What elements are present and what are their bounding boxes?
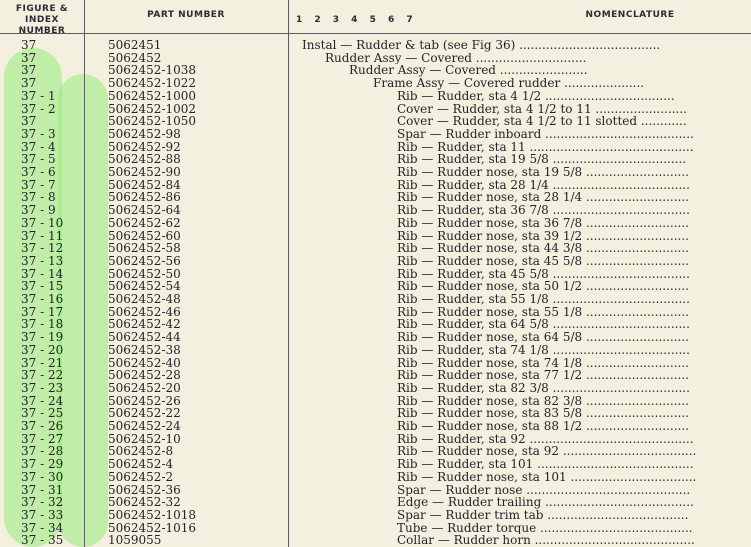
figure-index-cell: 37 - 5 — [21, 152, 56, 167]
figure-index-cell: 37 - 1 — [21, 88, 56, 103]
figure-index-cell: 37 - 9 — [21, 203, 56, 218]
nomenclature-cell: Rib — Rudder, sta 64 5/8 .................................... — [397, 318, 690, 332]
nomenclature-cell: Rib — Rudder nose, sta 39 1/2 ........................... — [397, 229, 689, 243]
figure-index-cell: 37 - 6 — [21, 165, 56, 179]
nomenclature-cell: Rib — Rudder nose, sta 45 5/8 ........................... — [397, 254, 689, 268]
part-number-cell: 5062452-46 — [108, 304, 181, 319]
part-number-cell: 5062452-88 — [108, 152, 181, 167]
figure-index-cell: 37 - 25 — [21, 406, 64, 421]
nomenclature-header: NOMENCLATURE — [585, 10, 675, 20]
figure-index-cell: 37 - 19 — [21, 330, 64, 345]
nomenclature-cell: Rib — Rudder nose, sta 88 1/2 ........................... — [397, 420, 689, 433]
table-row — [0, 204, 751, 217]
nomenclature-cell: Rib — Rudder, sta 74 1/8 .................................... — [397, 343, 690, 357]
nomenclature-cell: Rib — Rudder, sta 11 ........................................... — [397, 140, 694, 154]
nomenclature-cell: Rib — Rudder nose, sta 19 5/8 ........................... — [397, 166, 689, 179]
table-row — [0, 458, 751, 471]
part-number-cell: 5062452-28 — [108, 368, 181, 383]
figure-header-line1: FIGURE & — [15, 4, 69, 14]
figure-index-cell: 37 - 11 — [21, 228, 64, 243]
figure-index-cell: 37 - 22 — [21, 368, 64, 383]
figure-index-cell: 37 - 33 — [21, 507, 64, 522]
nomenclature-cell: Spar — Rudder trim tab ..................................... — [397, 508, 689, 522]
figure-index-cell: 37 - 3 — [21, 126, 56, 141]
nomenclature-cell: Rib — Rudder nose, sta 77 1/2 ........................... — [397, 369, 689, 382]
table-row — [0, 255, 751, 268]
nomenclature-cell: Rib — Rudder, sta 82 3/8 .................................... — [397, 381, 690, 395]
part-number-cell: 5062452-40 — [108, 355, 181, 370]
figure-index-cell: 37 - 14 — [21, 266, 64, 281]
part-number-cell: 5062452-1050 — [108, 114, 197, 129]
nomenclature-cell: Rib — Rudder nose, sta 64 5/8 ........................... — [397, 331, 689, 344]
nomenclature-cell: Rudder Assy — Covered ............................. — [325, 51, 587, 65]
figure-index-cell: 37 - 32 — [21, 495, 64, 510]
figure-index-cell: 37 - 27 — [21, 431, 64, 446]
part-number-cell: 5062452-60 — [108, 228, 181, 243]
part-number-cell: 5062452-42 — [108, 317, 181, 332]
part-number-cell: 5062452-24 — [108, 419, 181, 433]
part-number-cell: 5062452-62 — [108, 215, 181, 230]
figure-index-cell: 37 - 29 — [21, 457, 64, 472]
part-number-cell: 5062452-10 — [108, 431, 181, 446]
figure-index-cell: 37 - 18 — [21, 317, 64, 332]
figure-index-cell: 37 - 28 — [21, 444, 64, 459]
nomenclature-cell: Instal — Rudder & tab (see Fig 36) ..................................... — [302, 39, 661, 52]
part-number-cell: 5062452-2 — [108, 469, 174, 484]
header-divider — [0, 33, 751, 34]
nomenclature-cell: Spar — Rudder nose ........................................... — [397, 483, 691, 497]
figure-index-cell: 37 - 4 — [21, 139, 56, 154]
figure-index-cell: 37 - 35 — [21, 533, 64, 547]
nomenclature-cell: Rib — Rudder, sta 19 5/8 ................................... — [397, 153, 687, 166]
part-number-cell: 5062452-1038 — [108, 63, 197, 78]
part-number-cell: 5062452-50 — [108, 266, 181, 281]
nomenclature-cell: Rib — Rudder, sta 45 5/8 .................................... — [397, 267, 690, 281]
table-row — [0, 471, 751, 484]
nomenclature-cell: Rib — Rudder nose, sta 44 3/8 ........................... — [397, 242, 689, 255]
table-row — [0, 217, 751, 230]
figure-index-cell: 37 - 12 — [21, 241, 64, 256]
table-row — [0, 90, 751, 103]
nomenclature-cell: Rib — Rudder, sta 101 ......................................... — [397, 458, 694, 471]
part-number-cell: 5062452 — [108, 50, 162, 65]
nomenclature-cell: Cover — Rudder, sta 4 1/2 to 11 slotted ............ — [397, 115, 687, 128]
part-number-cell: 5062452-54 — [108, 279, 181, 294]
table-row — [0, 293, 751, 306]
nomenclature-cell: Rib — Rudder nose, sta 83 5/8 ........................... — [397, 407, 689, 420]
part-number-cell: 5062452-44 — [108, 330, 181, 345]
nomenclature-cell: Edge — Rudder trailing ....................................... — [397, 496, 694, 509]
part-number-header: PART NUMBER — [147, 10, 225, 20]
figure-index-cell: 37 — [21, 63, 37, 78]
table-row — [0, 382, 751, 395]
table-row — [0, 77, 751, 90]
part-number-cell: 1059055 — [108, 533, 162, 547]
part-number-cell: 5062452-98 — [108, 126, 181, 141]
nomenclature-cell: Rudder Assy — Covered ....................... — [349, 64, 588, 78]
table-row — [0, 534, 751, 547]
part-number-cell: 5062452-64 — [108, 203, 181, 218]
nomenclature-cell: Rib — Rudder nose, sta 50 1/2 ........................... — [397, 280, 689, 293]
part-number-cell: 5062452-86 — [108, 190, 181, 205]
part-number-cell: 5062452-84 — [108, 177, 181, 192]
table-row — [0, 344, 751, 357]
nomenclature-cell: Frame Assy — Covered rudder ..................... — [373, 77, 645, 90]
part-number-cell: 5062452-32 — [108, 495, 181, 510]
table-row — [0, 420, 751, 433]
figure-index-cell: 37 - 26 — [21, 419, 64, 433]
nomenclature-cell: Rib — Rudder, sta 92 ........................................... — [397, 432, 694, 446]
part-number-cell: 5062452-38 — [108, 342, 181, 357]
figure-index-cell: 37 - 8 — [21, 190, 56, 205]
table-row — [0, 128, 751, 141]
nomenclature-cell: Rib — Rudder, sta 36 7/8 .................................... — [397, 204, 690, 217]
figure-index-cell: 37 - 30 — [21, 469, 64, 484]
nomenclature-cell: Rib — Rudder nose, sta 36 7/8 ........................... — [397, 216, 689, 230]
figure-index-cell: 37 - 7 — [21, 177, 56, 192]
part-number-cell: 5062452-1016 — [108, 520, 197, 535]
table-row — [0, 115, 751, 128]
part-number-cell: 5062452-92 — [108, 139, 181, 154]
table-row — [0, 242, 751, 255]
figure-index-cell: 37 - 15 — [21, 279, 64, 294]
figure-index-cell: 37 - 2 — [21, 101, 56, 116]
indent-levels-header: 1 2 3 4 5 6 7 — [296, 15, 413, 25]
figure-index-cell: 37 - 21 — [21, 355, 64, 370]
table-row — [0, 39, 751, 52]
part-number-cell: 5062452-1018 — [108, 507, 197, 522]
figure-index-cell: 37 - 24 — [21, 393, 64, 408]
part-number-cell: 5062452-90 — [108, 165, 181, 179]
part-number-cell: 5062451 — [108, 38, 162, 52]
part-number-cell: 5062452-48 — [108, 292, 181, 306]
figure-index-cell: 37 — [21, 50, 37, 65]
part-number-cell: 5062452-4 — [108, 457, 174, 472]
part-number-cell: 5062452-26 — [108, 393, 181, 408]
table-row — [0, 369, 751, 382]
part-number-cell: 5062452-20 — [108, 380, 181, 395]
nomenclature-cell: Rib — Rudder nose, sta 101 ................................. — [397, 470, 697, 484]
part-number-cell: 5062452-58 — [108, 241, 181, 256]
table-row — [0, 496, 751, 509]
part-number-cell: 5062452-1022 — [108, 76, 197, 91]
figure-index-cell: 37 - 17 — [21, 304, 64, 319]
nomenclature-cell: Rib — Rudder nose, sta 55 1/8 ........................... — [397, 305, 689, 319]
nomenclature-cell: Rib — Rudder nose, sta 92 ................................... — [397, 445, 697, 459]
figure-index-cell: 37 — [21, 114, 37, 129]
table-row — [0, 166, 751, 179]
nomenclature-cell: Spar — Rudder inboard ....................................... — [397, 127, 694, 141]
part-number-cell: 5062452-8 — [108, 444, 174, 459]
figure-index-cell: 37 - 20 — [21, 342, 64, 357]
nomenclature-cell: Rib — Rudder, sta 4 1/2 .................................. — [397, 89, 675, 103]
nomenclature-cell: Rib — Rudder, sta 28 1/4 .................................... — [397, 178, 690, 192]
nomenclature-cell: Rib — Rudder nose, sta 28 1/4 ........................... — [397, 191, 689, 205]
figure-index-cell: 37 - 16 — [21, 292, 64, 306]
figure-index-cell: 37 - 13 — [21, 253, 64, 268]
nomenclature-cell: Collar — Rudder horn .......................................... — [397, 534, 695, 547]
figure-index-cell: 37 - 10 — [21, 215, 64, 230]
figure-index-cell: 37 — [21, 38, 37, 52]
part-number-cell: 5062452-1002 — [108, 101, 197, 116]
nomenclature-cell: Cover — Rudder, sta 4 1/2 to 11 ........................ — [397, 102, 687, 116]
part-number-cell: 5062452-1000 — [108, 88, 197, 103]
figure-index-cell: 37 - 31 — [21, 482, 64, 497]
nomenclature-cell: Rib — Rudder, sta 55 1/8 .................................... — [397, 293, 690, 306]
nomenclature-cell: Rib — Rudder nose, sta 74 1/8 ........................... — [397, 356, 689, 370]
table-row — [0, 331, 751, 344]
part-number-cell: 5062452-22 — [108, 406, 181, 421]
nomenclature-cell: Tube — Rudder torque ........................................ — [397, 521, 693, 535]
table-row — [0, 509, 751, 522]
figure-index-cell: 37 - 34 — [21, 520, 64, 535]
part-number-cell: 5062452-56 — [108, 253, 181, 268]
nomenclature-cell: Rib — Rudder nose, sta 82 3/8 ........................... — [397, 394, 689, 408]
part-number-cell: 5062452-36 — [108, 482, 181, 497]
figure-index-cell: 37 - 23 — [21, 380, 64, 395]
figure-header-line2: INDEX NUMBER — [18, 15, 66, 36]
figure-index-cell: 37 — [21, 76, 37, 91]
figure-index-header — [0, 4, 84, 37]
